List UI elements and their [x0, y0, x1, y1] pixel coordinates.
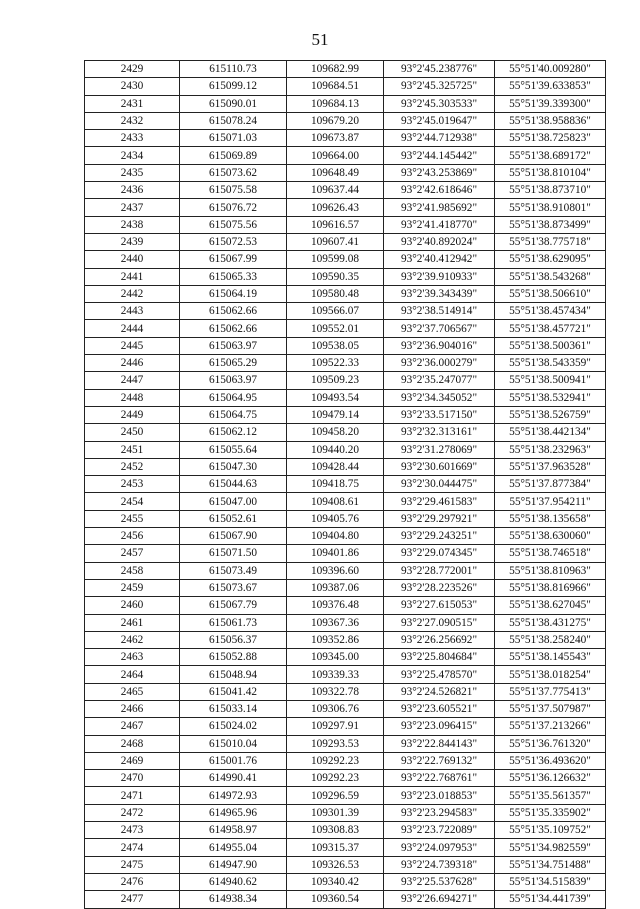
- latitude-cell: 55°51'36.126632": [495, 770, 606, 787]
- longitude-cell: 93°2'29.243251": [384, 528, 495, 545]
- x-coordinate-cell: 615065.29: [180, 355, 287, 372]
- longitude-cell: 93°2'26.256692": [384, 631, 495, 648]
- latitude-cell: 55°51'38.810963": [495, 562, 606, 579]
- table-row: [85, 95, 606, 112]
- longitude-cell: 93°2'29.461583": [384, 493, 495, 510]
- table-row: [85, 804, 606, 821]
- y-coordinate-cell: 109522.33: [287, 355, 384, 372]
- y-coordinate-cell: 109322.78: [287, 683, 384, 700]
- x-coordinate-cell: 614990.41: [180, 770, 287, 787]
- latitude-cell: 55°51'38.746518": [495, 545, 606, 562]
- latitude-cell: 55°51'38.810104": [495, 164, 606, 181]
- table-row: [85, 251, 606, 268]
- y-coordinate-cell: 109408.61: [287, 493, 384, 510]
- x-coordinate-cell: 615078.24: [180, 112, 287, 129]
- y-coordinate-cell: 109664.00: [287, 147, 384, 164]
- latitude-cell: 55°51'35.335902": [495, 804, 606, 821]
- longitude-cell: 93°2'33.517150": [384, 406, 495, 423]
- longitude-cell: 93°2'45.303533": [384, 95, 495, 112]
- x-coordinate-cell: 615063.97: [180, 337, 287, 354]
- table-row: [85, 545, 606, 562]
- y-coordinate-cell: 109648.49: [287, 164, 384, 181]
- latitude-cell: 55°51'38.725823": [495, 130, 606, 147]
- y-coordinate-cell: 109682.99: [287, 61, 384, 78]
- y-coordinate-cell: 109479.14: [287, 406, 384, 423]
- latitude-cell: 55°51'35.561357": [495, 787, 606, 804]
- longitude-cell: 93°2'31.278069": [384, 441, 495, 458]
- x-coordinate-cell: 615067.79: [180, 597, 287, 614]
- x-coordinate-cell: 615090.01: [180, 95, 287, 112]
- table-row: [85, 476, 606, 493]
- latitude-cell: 55°51'38.232963": [495, 441, 606, 458]
- longitude-cell: 93°2'44.145442": [384, 147, 495, 164]
- x-coordinate-cell: 615110.73: [180, 61, 287, 78]
- y-coordinate-cell: 109308.83: [287, 822, 384, 839]
- longitude-cell: 93°2'23.096415": [384, 718, 495, 735]
- latitude-cell: 55°51'37.507987": [495, 700, 606, 717]
- table-row: [85, 78, 606, 95]
- point-number-cell: 2452: [85, 458, 180, 475]
- x-coordinate-cell: 615055.64: [180, 441, 287, 458]
- longitude-cell: 93°2'45.238776": [384, 61, 495, 78]
- page-number: 51: [311, 30, 329, 49]
- table-row: [85, 700, 606, 717]
- table-row: [85, 337, 606, 354]
- latitude-cell: 55°51'38.532941": [495, 389, 606, 406]
- longitude-cell: 93°2'35.247077": [384, 372, 495, 389]
- table-row: [85, 372, 606, 389]
- point-number-cell: 2437: [85, 199, 180, 216]
- longitude-cell: 93°2'23.018853": [384, 787, 495, 804]
- longitude-cell: 93°2'43.253869": [384, 164, 495, 181]
- x-coordinate-cell: 615033.14: [180, 700, 287, 717]
- y-coordinate-cell: 109296.59: [287, 787, 384, 804]
- y-coordinate-cell: 109684.51: [287, 78, 384, 95]
- longitude-cell: 93°2'23.605521": [384, 700, 495, 717]
- y-coordinate-cell: 109326.53: [287, 856, 384, 873]
- latitude-cell: 55°51'39.339300": [495, 95, 606, 112]
- longitude-cell: 93°2'38.514914": [384, 303, 495, 320]
- latitude-cell: 55°51'37.963528": [495, 458, 606, 475]
- y-coordinate-cell: 109458.20: [287, 424, 384, 441]
- point-number-cell: 2468: [85, 735, 180, 752]
- y-coordinate-cell: 109360.54: [287, 891, 384, 908]
- y-coordinate-cell: 109297.91: [287, 718, 384, 735]
- y-coordinate-cell: 109306.76: [287, 700, 384, 717]
- table-row: [85, 510, 606, 527]
- x-coordinate-cell: 615001.76: [180, 752, 287, 769]
- y-coordinate-cell: 109590.35: [287, 268, 384, 285]
- table-row: [85, 718, 606, 735]
- table-row: [85, 303, 606, 320]
- latitude-cell: 55°51'38.543268": [495, 268, 606, 285]
- y-coordinate-cell: 109292.23: [287, 752, 384, 769]
- latitude-cell: 55°51'37.954211": [495, 493, 606, 510]
- latitude-cell: 55°51'38.431275": [495, 614, 606, 631]
- table-row: [85, 493, 606, 510]
- table-row: [85, 216, 606, 233]
- latitude-cell: 55°51'40.009280": [495, 61, 606, 78]
- latitude-cell: 55°51'38.627045": [495, 597, 606, 614]
- point-number-cell: 2455: [85, 510, 180, 527]
- x-coordinate-cell: 615061.73: [180, 614, 287, 631]
- latitude-cell: 55°51'38.258240": [495, 631, 606, 648]
- x-coordinate-cell: 615071.03: [180, 130, 287, 147]
- point-number-cell: 2471: [85, 787, 180, 804]
- latitude-cell: 55°51'37.213266": [495, 718, 606, 735]
- x-coordinate-cell: 614955.04: [180, 839, 287, 856]
- y-coordinate-cell: 109509.23: [287, 372, 384, 389]
- table-row: [85, 147, 606, 164]
- point-number-cell: 2476: [85, 873, 180, 890]
- latitude-cell: 55°51'38.873499": [495, 216, 606, 233]
- x-coordinate-cell: 615047.30: [180, 458, 287, 475]
- latitude-cell: 55°51'39.633853": [495, 78, 606, 95]
- table-row: [85, 389, 606, 406]
- latitude-cell: 55°51'34.441739": [495, 891, 606, 908]
- longitude-cell: 93°2'41.418770": [384, 216, 495, 233]
- table-row: [85, 839, 606, 856]
- coordinates-table-body: [85, 61, 606, 909]
- x-coordinate-cell: 615047.00: [180, 493, 287, 510]
- table-row: [85, 424, 606, 441]
- point-number-cell: 2477: [85, 891, 180, 908]
- point-number-cell: 2445: [85, 337, 180, 354]
- table-row: [85, 285, 606, 302]
- longitude-cell: 93°2'28.772001": [384, 562, 495, 579]
- longitude-cell: 93°2'42.618646": [384, 182, 495, 199]
- x-coordinate-cell: 615067.99: [180, 251, 287, 268]
- point-number-cell: 2461: [85, 614, 180, 631]
- point-number-cell: 2440: [85, 251, 180, 268]
- point-number-cell: 2462: [85, 631, 180, 648]
- latitude-cell: 55°51'38.958836": [495, 112, 606, 129]
- table-row: [85, 320, 606, 337]
- y-coordinate-cell: 109315.37: [287, 839, 384, 856]
- latitude-cell: 55°51'38.135658": [495, 510, 606, 527]
- table-row: [85, 112, 606, 129]
- longitude-cell: 93°2'37.706567": [384, 320, 495, 337]
- x-coordinate-cell: 615067.90: [180, 528, 287, 545]
- table-row: [85, 649, 606, 666]
- point-number-cell: 2470: [85, 770, 180, 787]
- latitude-cell: 55°51'38.816966": [495, 579, 606, 596]
- longitude-cell: 93°2'45.019647": [384, 112, 495, 129]
- table-row: [85, 614, 606, 631]
- point-number-cell: 2442: [85, 285, 180, 302]
- y-coordinate-cell: 109293.53: [287, 735, 384, 752]
- table-row: [85, 597, 606, 614]
- latitude-cell: 55°51'36.493620": [495, 752, 606, 769]
- y-coordinate-cell: 109599.08: [287, 251, 384, 268]
- y-coordinate-cell: 109292.23: [287, 770, 384, 787]
- x-coordinate-cell: 615048.94: [180, 666, 287, 683]
- latitude-cell: 55°51'38.689172": [495, 147, 606, 164]
- table-row: [85, 752, 606, 769]
- table-row: [85, 61, 606, 78]
- y-coordinate-cell: 109339.33: [287, 666, 384, 683]
- longitude-cell: 93°2'25.478570": [384, 666, 495, 683]
- x-coordinate-cell: 615010.04: [180, 735, 287, 752]
- y-coordinate-cell: 109673.87: [287, 130, 384, 147]
- point-number-cell: 2436: [85, 182, 180, 199]
- x-coordinate-cell: 614940.62: [180, 873, 287, 890]
- coordinates-table-container: [84, 60, 606, 909]
- table-row: [85, 406, 606, 423]
- longitude-cell: 93°2'29.074345": [384, 545, 495, 562]
- longitude-cell: 93°2'30.044475": [384, 476, 495, 493]
- latitude-cell: 55°51'38.145543": [495, 649, 606, 666]
- longitude-cell: 93°2'36.904016": [384, 337, 495, 354]
- x-coordinate-cell: 615062.66: [180, 303, 287, 320]
- point-number-cell: 2466: [85, 700, 180, 717]
- latitude-cell: 55°51'38.629095": [495, 251, 606, 268]
- x-coordinate-cell: 615062.12: [180, 424, 287, 441]
- latitude-cell: 55°51'36.761320": [495, 735, 606, 752]
- longitude-cell: 93°2'24.739318": [384, 856, 495, 873]
- point-number-cell: 2444: [85, 320, 180, 337]
- x-coordinate-cell: 615072.53: [180, 233, 287, 250]
- point-number-cell: 2439: [85, 233, 180, 250]
- point-number-cell: 2464: [85, 666, 180, 683]
- y-coordinate-cell: 109401.86: [287, 545, 384, 562]
- point-number-cell: 2446: [85, 355, 180, 372]
- y-coordinate-cell: 109301.39: [287, 804, 384, 821]
- longitude-cell: 93°2'44.712938": [384, 130, 495, 147]
- longitude-cell: 93°2'25.804684": [384, 649, 495, 666]
- point-number-cell: 2454: [85, 493, 180, 510]
- table-row: [85, 631, 606, 648]
- x-coordinate-cell: 615075.56: [180, 216, 287, 233]
- x-coordinate-cell: 615044.63: [180, 476, 287, 493]
- longitude-cell: 93°2'22.768761": [384, 770, 495, 787]
- longitude-cell: 93°2'23.294583": [384, 804, 495, 821]
- table-row: [85, 441, 606, 458]
- point-number-cell: 2474: [85, 839, 180, 856]
- point-number-cell: 2457: [85, 545, 180, 562]
- point-number-cell: 2463: [85, 649, 180, 666]
- table-row: [85, 770, 606, 787]
- latitude-cell: 55°51'35.109752": [495, 822, 606, 839]
- x-coordinate-cell: 614938.34: [180, 891, 287, 908]
- y-coordinate-cell: 109345.00: [287, 649, 384, 666]
- x-coordinate-cell: 615073.67: [180, 579, 287, 596]
- y-coordinate-cell: 109616.57: [287, 216, 384, 233]
- longitude-cell: 93°2'27.615053": [384, 597, 495, 614]
- point-number-cell: 2448: [85, 389, 180, 406]
- longitude-cell: 93°2'27.090515": [384, 614, 495, 631]
- longitude-cell: 93°2'24.526821": [384, 683, 495, 700]
- longitude-cell: 93°2'29.297921": [384, 510, 495, 527]
- longitude-cell: 93°2'40.892024": [384, 233, 495, 250]
- point-number-cell: 2432: [85, 112, 180, 129]
- longitude-cell: 93°2'39.343439": [384, 285, 495, 302]
- table-row: [85, 528, 606, 545]
- point-number-cell: 2438: [85, 216, 180, 233]
- latitude-cell: 55°51'38.630060": [495, 528, 606, 545]
- point-number-cell: 2433: [85, 130, 180, 147]
- latitude-cell: 55°51'38.442134": [495, 424, 606, 441]
- x-coordinate-cell: 615064.75: [180, 406, 287, 423]
- point-number-cell: 2467: [85, 718, 180, 735]
- point-number-cell: 2453: [85, 476, 180, 493]
- table-row: [85, 787, 606, 804]
- x-coordinate-cell: 615056.37: [180, 631, 287, 648]
- latitude-cell: 55°51'38.500361": [495, 337, 606, 354]
- y-coordinate-cell: 109367.36: [287, 614, 384, 631]
- latitude-cell: 55°51'38.910801": [495, 199, 606, 216]
- x-coordinate-cell: 615052.88: [180, 649, 287, 666]
- y-coordinate-cell: 109580.48: [287, 285, 384, 302]
- point-number-cell: 2447: [85, 372, 180, 389]
- table-row: [85, 130, 606, 147]
- y-coordinate-cell: 109679.20: [287, 112, 384, 129]
- table-row: [85, 873, 606, 890]
- table-row: [85, 562, 606, 579]
- x-coordinate-cell: 615062.66: [180, 320, 287, 337]
- y-coordinate-cell: 109607.41: [287, 233, 384, 250]
- latitude-cell: 55°51'38.526759": [495, 406, 606, 423]
- y-coordinate-cell: 109566.07: [287, 303, 384, 320]
- y-coordinate-cell: 109428.44: [287, 458, 384, 475]
- latitude-cell: 55°51'38.457434": [495, 303, 606, 320]
- y-coordinate-cell: 109626.43: [287, 199, 384, 216]
- point-number-cell: 2431: [85, 95, 180, 112]
- latitude-cell: 55°51'37.877384": [495, 476, 606, 493]
- point-number-cell: 2456: [85, 528, 180, 545]
- point-number-cell: 2459: [85, 579, 180, 596]
- latitude-cell: 55°51'34.751488": [495, 856, 606, 873]
- longitude-cell: 93°2'24.097953": [384, 839, 495, 856]
- x-coordinate-cell: 615064.19: [180, 285, 287, 302]
- latitude-cell: 55°51'38.457721": [495, 320, 606, 337]
- x-coordinate-cell: 614972.93: [180, 787, 287, 804]
- x-coordinate-cell: 615065.33: [180, 268, 287, 285]
- latitude-cell: 55°51'38.543359": [495, 355, 606, 372]
- longitude-cell: 93°2'22.844143": [384, 735, 495, 752]
- y-coordinate-cell: 109538.05: [287, 337, 384, 354]
- point-number-cell: 2449: [85, 406, 180, 423]
- table-row: [85, 233, 606, 250]
- point-number-cell: 2465: [85, 683, 180, 700]
- y-coordinate-cell: 109404.80: [287, 528, 384, 545]
- latitude-cell: 55°51'34.515839": [495, 873, 606, 890]
- y-coordinate-cell: 109418.75: [287, 476, 384, 493]
- point-number-cell: 2430: [85, 78, 180, 95]
- table-row: [85, 355, 606, 372]
- table-row: [85, 164, 606, 181]
- longitude-cell: 93°2'40.412942": [384, 251, 495, 268]
- table-row: [85, 856, 606, 873]
- x-coordinate-cell: 615076.72: [180, 199, 287, 216]
- x-coordinate-cell: 614958.97: [180, 822, 287, 839]
- table-row: [85, 458, 606, 475]
- x-coordinate-cell: 615099.12: [180, 78, 287, 95]
- y-coordinate-cell: 109405.76: [287, 510, 384, 527]
- x-coordinate-cell: 615041.42: [180, 683, 287, 700]
- latitude-cell: 55°51'38.775718": [495, 233, 606, 250]
- table-row: [85, 891, 606, 908]
- x-coordinate-cell: 615069.89: [180, 147, 287, 164]
- point-number-cell: 2460: [85, 597, 180, 614]
- coordinates-table: [84, 60, 606, 909]
- point-number-cell: 2443: [85, 303, 180, 320]
- y-coordinate-cell: 109340.42: [287, 873, 384, 890]
- x-coordinate-cell: 615024.02: [180, 718, 287, 735]
- point-number-cell: 2472: [85, 804, 180, 821]
- y-coordinate-cell: 109637.44: [287, 182, 384, 199]
- point-number-cell: 2469: [85, 752, 180, 769]
- latitude-cell: 55°51'38.506610": [495, 285, 606, 302]
- x-coordinate-cell: 615075.58: [180, 182, 287, 199]
- y-coordinate-cell: 109396.60: [287, 562, 384, 579]
- point-number-cell: 2473: [85, 822, 180, 839]
- table-row: [85, 666, 606, 683]
- y-coordinate-cell: 109387.06: [287, 579, 384, 596]
- table-row: [85, 735, 606, 752]
- point-number-cell: 2475: [85, 856, 180, 873]
- x-coordinate-cell: 614947.90: [180, 856, 287, 873]
- y-coordinate-cell: 109684.13: [287, 95, 384, 112]
- longitude-cell: 93°2'28.223526": [384, 579, 495, 596]
- longitude-cell: 93°2'25.537628": [384, 873, 495, 890]
- longitude-cell: 93°2'22.769132": [384, 752, 495, 769]
- latitude-cell: 55°51'38.018254": [495, 666, 606, 683]
- table-row: [85, 683, 606, 700]
- longitude-cell: 93°2'23.722089": [384, 822, 495, 839]
- point-number-cell: 2429: [85, 61, 180, 78]
- latitude-cell: 55°51'37.775413": [495, 683, 606, 700]
- table-row: [85, 182, 606, 199]
- longitude-cell: 93°2'32.313161": [384, 424, 495, 441]
- x-coordinate-cell: 615073.62: [180, 164, 287, 181]
- point-number-cell: 2451: [85, 441, 180, 458]
- x-coordinate-cell: 615073.49: [180, 562, 287, 579]
- x-coordinate-cell: 615064.95: [180, 389, 287, 406]
- point-number-cell: 2450: [85, 424, 180, 441]
- y-coordinate-cell: 109552.01: [287, 320, 384, 337]
- x-coordinate-cell: 614965.96: [180, 804, 287, 821]
- point-number-cell: 2434: [85, 147, 180, 164]
- y-coordinate-cell: 109376.48: [287, 597, 384, 614]
- longitude-cell: 93°2'26.694271": [384, 891, 495, 908]
- x-coordinate-cell: 615063.97: [180, 372, 287, 389]
- longitude-cell: 93°2'45.325725": [384, 78, 495, 95]
- table-row: [85, 822, 606, 839]
- longitude-cell: 93°2'41.985692": [384, 199, 495, 216]
- table-row: [85, 579, 606, 596]
- table-row: [85, 268, 606, 285]
- longitude-cell: 93°2'39.910933": [384, 268, 495, 285]
- latitude-cell: 55°51'34.982559": [495, 839, 606, 856]
- latitude-cell: 55°51'38.873710": [495, 182, 606, 199]
- x-coordinate-cell: 615052.61: [180, 510, 287, 527]
- y-coordinate-cell: 109493.54: [287, 389, 384, 406]
- y-coordinate-cell: 109440.20: [287, 441, 384, 458]
- y-coordinate-cell: 109352.86: [287, 631, 384, 648]
- latitude-cell: 55°51'38.500941": [495, 372, 606, 389]
- x-coordinate-cell: 615071.50: [180, 545, 287, 562]
- longitude-cell: 93°2'36.000279": [384, 355, 495, 372]
- point-number-cell: 2441: [85, 268, 180, 285]
- point-number-cell: 2458: [85, 562, 180, 579]
- table-row: [85, 199, 606, 216]
- longitude-cell: 93°2'34.345052": [384, 389, 495, 406]
- point-number-cell: 2435: [85, 164, 180, 181]
- longitude-cell: 93°2'30.601669": [384, 458, 495, 475]
